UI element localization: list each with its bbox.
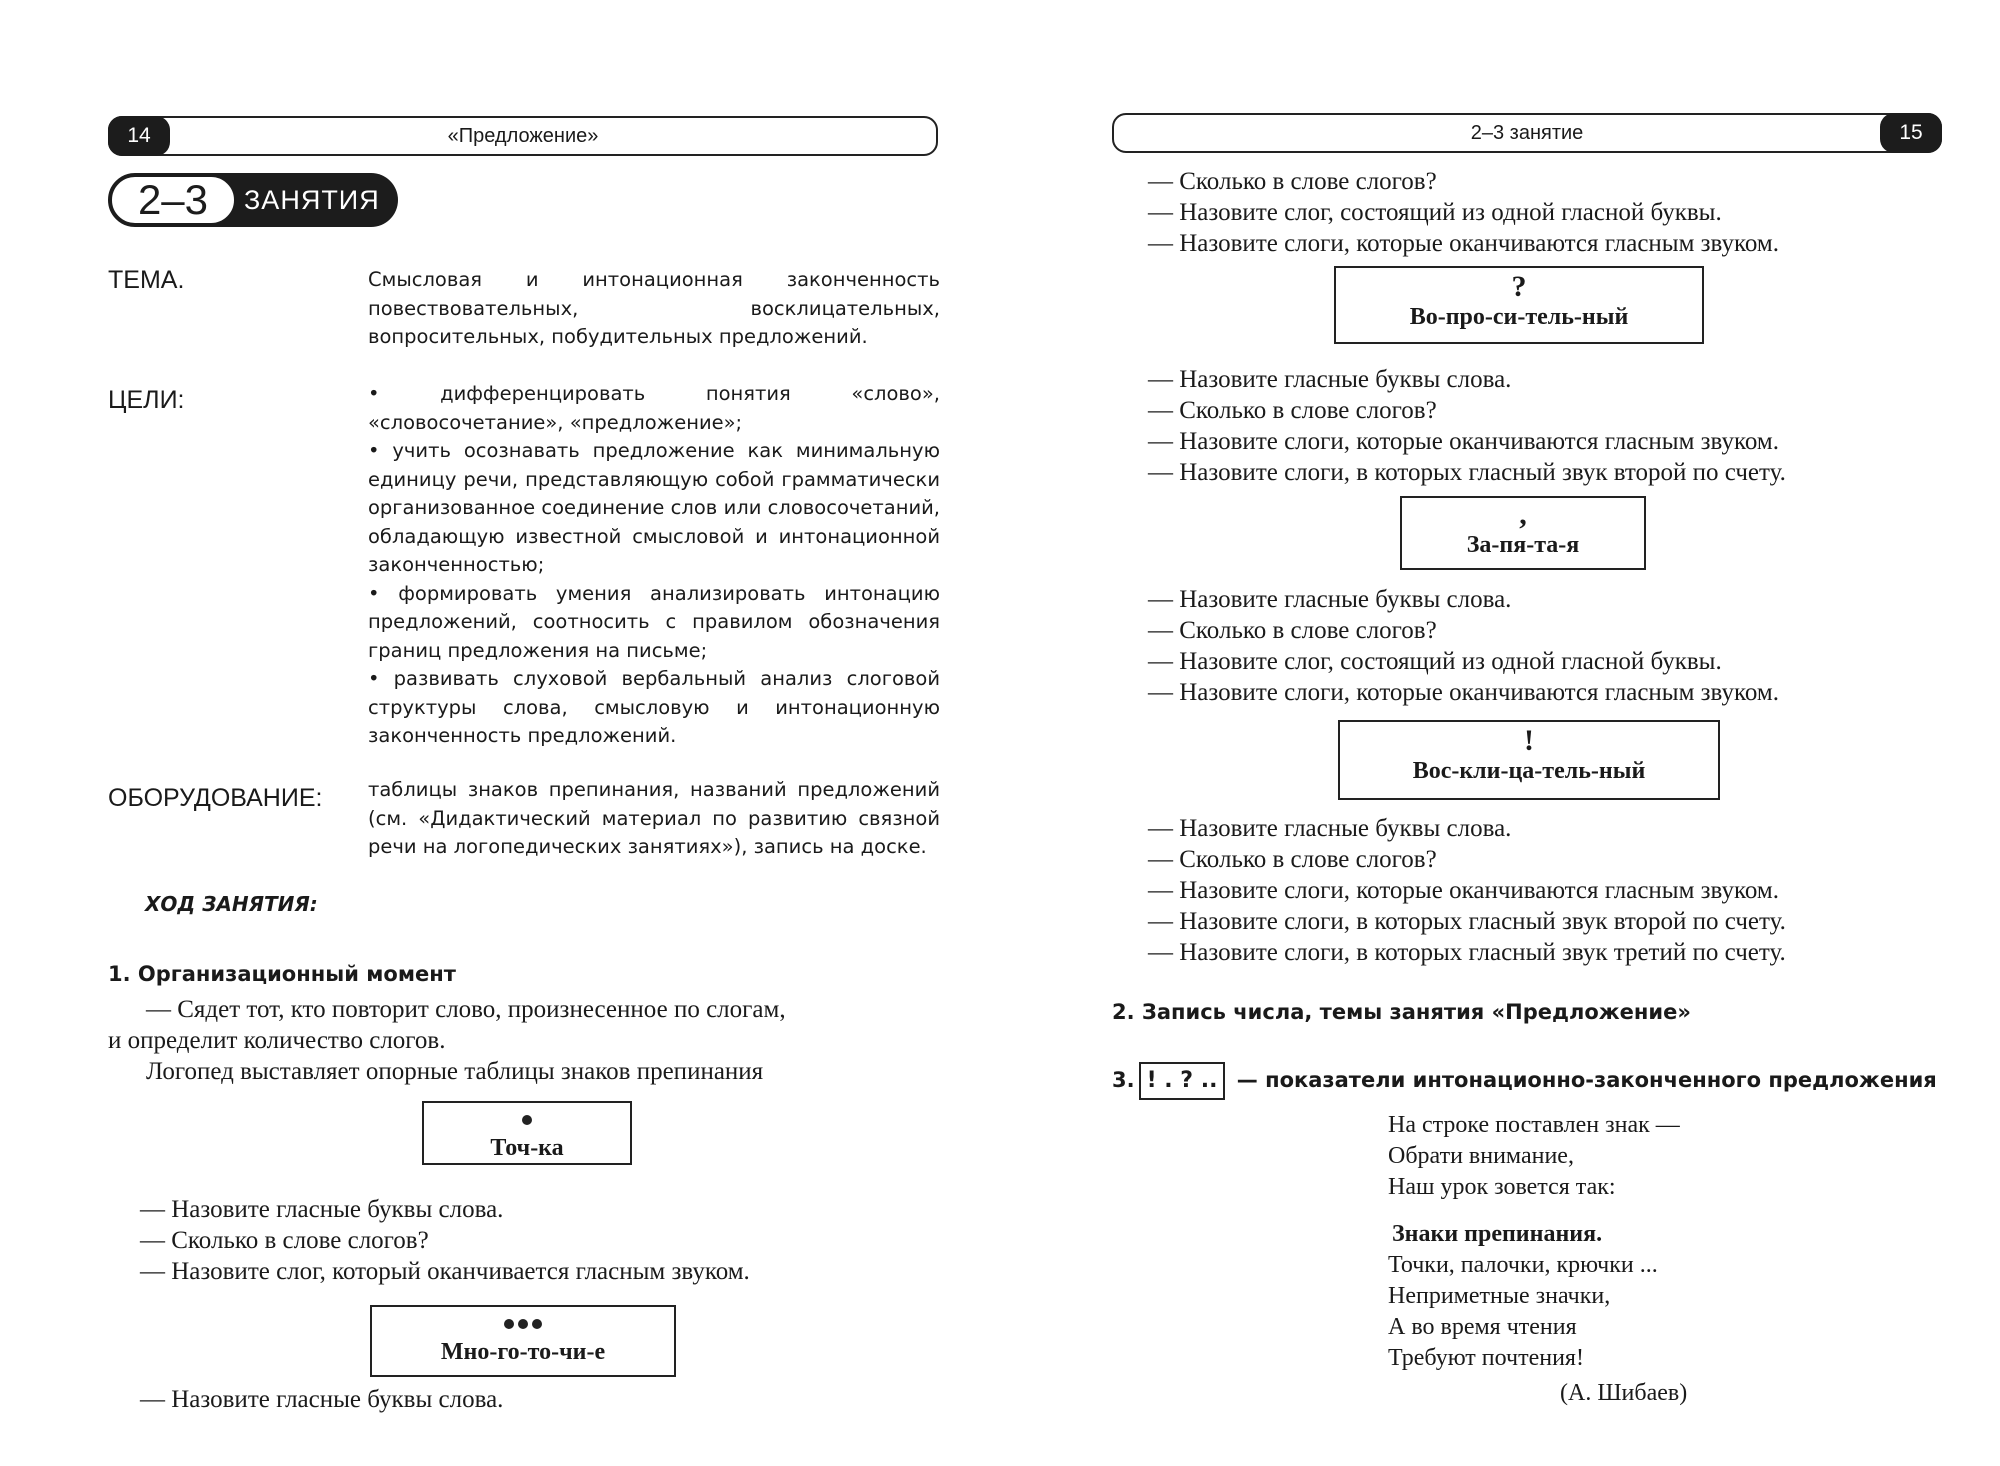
question: — Назовите слог, состоящий из одной гласной буквы. [1148,648,1722,675]
page-number: 14 [108,116,170,156]
questions-vopros [1148,364,1786,488]
card-vopros [1334,266,1704,344]
celi-item: • дифференцировать понятия «слово», «словосочетание», «предложение»; [368,382,940,434]
tema-text: Смысловая и интонационная законченность повествовательных, восклицательных, вопросительных, побудительных предложений. [368,268,940,348]
poem-line: Требуют почтения! [1388,1345,1584,1371]
question: — Назовите слоги, которые оканчиваются гласным звуком. [1148,877,1779,904]
card-mnogotochie [370,1305,676,1377]
poem-title: Знаки препинания. [1392,1221,1603,1247]
question: — Сколько в слове слогов? [1148,846,1437,873]
punctuation-mark: ? [1511,270,1527,303]
punctuation-mark: , [1519,498,1527,531]
dot-icon [522,1115,532,1125]
question: — Назовите слоги, в которых гласный звук третий по счету. [1148,939,1786,966]
question: — Назовите гласные буквы слова. [1148,815,1512,842]
question: — Сколько в слове слогов? [140,1227,429,1254]
section-1-text [108,994,948,1087]
questions-mnogotochie [140,1384,503,1415]
question: — Назовите слоги, в которых гласный звук второй по счету. [1148,459,1786,486]
question: — Сколько в слове слогов? [1148,397,1437,424]
poem-line: А во время чтения [1388,1314,1577,1340]
lesson-progress-heading: ХОД ЗАНЯТИЯ: [145,892,318,916]
card-word: За-пя-та-я [1466,532,1580,558]
punctuation-mark [372,1307,674,1337]
punctuation-mark: ! [1524,724,1534,757]
dot-icon [504,1319,514,1329]
card-word: Во-про-си-тель-ный [1409,304,1629,330]
running-title: 2–3 занятие [1470,122,1584,144]
questions-top [1148,166,1779,259]
celi-list [368,380,940,751]
questions-zapyataya [1148,584,1779,708]
section-1-title: 1. Организационный момент [108,962,456,986]
card-tochka [422,1101,632,1165]
poem-line: Наш урок зовется так: [1388,1174,1616,1200]
celi-item: • формировать умения анализировать интонацию предложений, соотносить с правилом обозначения границ предложения на письме; [368,581,940,662]
question: — Назовите слоги, которые оканчиваются гласным звуком. [1148,428,1779,455]
card-word: Точ-ка [490,1135,564,1161]
running-header-left [108,116,938,156]
running-title: «Предложение» [447,125,599,147]
question: — Назовите слоги, которые оканчиваются гласным звуком. [1148,230,1779,257]
question: — Назовите слоги, в которых гласный звук второй по счету. [1148,908,1786,935]
dot-icon [518,1319,528,1329]
section-3-number: 3. [1112,1068,1135,1092]
poem-line: Обрати внимание, [1388,1143,1574,1169]
poem-author: (А. Шибаев) [1560,1380,1688,1406]
section-1-line: Логопед выставляет опорные таблицы знаков препинания [146,1058,764,1085]
celi-item: • учить осознавать предложение как минимальную единицу речи, представляющую собой грамматически организованное соединение слов или словосочетаний, обладающую известной смысловой и интонационной законченностью; [368,439,940,576]
question: — Назовите слоги, которые оканчиваются гласным звуком. [1148,679,1779,706]
poem-line: Точки, палочки, крючки ... [1388,1252,1658,1278]
running-header-right [1112,113,1942,153]
poem-line: Неприметные значки, [1388,1283,1611,1309]
question: — Назовите гласные буквы слова. [140,1386,504,1413]
section-1-line: — Сядет тот, кто повторит слово, произнесенное по слогам, [146,996,786,1023]
section-3-text: — показатели интонационно-законченного предложения [1236,1068,1937,1092]
questions-voskl [1148,813,1786,968]
card-word: Мно-го-то-чи-е [440,1339,606,1365]
question: — Назовите гласные буквы слова. [140,1196,504,1223]
oborudovanie-label: ОБОРУДОВАНИЕ: [108,784,323,812]
question: — Назовите гласные буквы слова. [1148,366,1512,393]
badge-label: ЗАНЯТИЯ [168,173,398,227]
dot-icon [532,1319,542,1329]
questions-tochka [140,1194,750,1287]
poem-line: На строке поставлен знак — [1388,1112,1680,1138]
section-2-title: 2. Запись числа, темы занятия «Предложение» [1112,1000,1691,1024]
question: — Назовите гласные буквы слова. [1148,586,1512,613]
badge-number: 2–3 [108,173,238,227]
card-word: Вос-кли-ца-тель-ный [1412,758,1646,784]
tema-label: ТЕМА. [108,266,185,294]
question: — Сколько в слове слогов? [1148,617,1437,644]
oborudovanie-text: таблицы знаков препинания, названий предложений (см. «Дидактический материал по развитию связной речи на логопедических занятиях»), запись на доске. [368,778,940,858]
section-1-line: и определит количество слогов. [108,1027,446,1054]
right-page [1000,0,2000,1466]
card-zapyataya [1400,496,1646,570]
question: — Сколько в слове слогов? [1148,168,1437,195]
page-number: 15 [1880,113,1942,153]
card-voskl [1338,720,1720,800]
celi-label: ЦЕЛИ: [108,386,185,414]
punctuation-mark [424,1103,630,1133]
celi-item: • развивать слуховой вербальный анализ слоговой структуры слова, смысловую и интонационную законченность предложений. [368,667,940,747]
section-3-title [1112,1062,1937,1100]
question: — Назовите слог, который оканчивается гласным звуком. [140,1258,750,1285]
poem [1388,1110,1687,1409]
punctuation-marks-box: ! . ? .. [1139,1062,1226,1100]
question: — Назовите слог, состоящий из одной гласной буквы. [1148,199,1722,226]
session-badge [108,173,398,227]
